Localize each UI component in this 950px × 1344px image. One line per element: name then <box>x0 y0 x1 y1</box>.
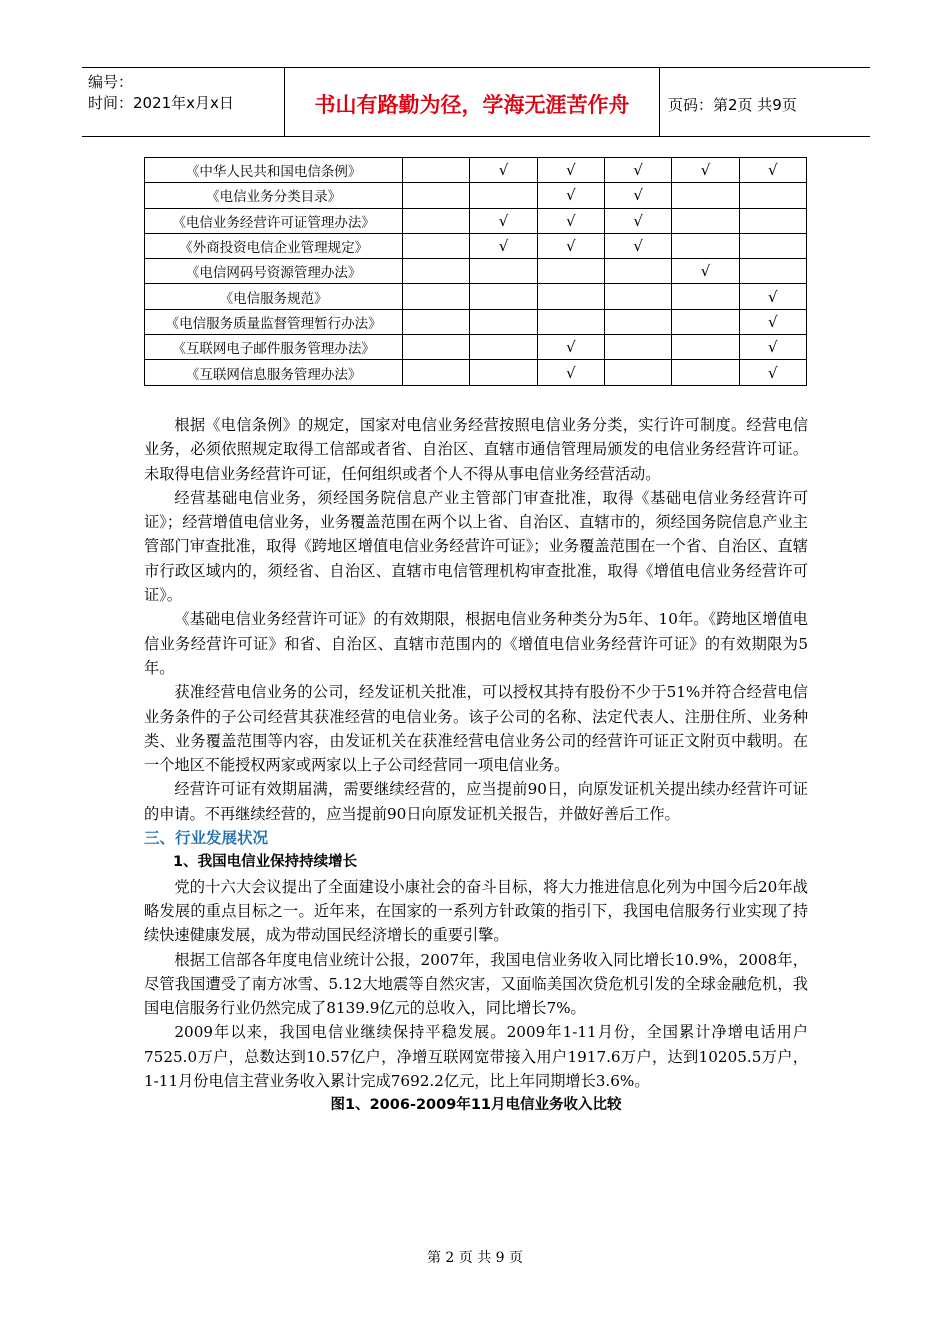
check-cell: √ <box>470 158 537 183</box>
page-label: 页码：第2页 共9页 <box>668 95 797 114</box>
check-cell <box>403 158 470 183</box>
check-cell: √ <box>537 360 604 385</box>
check-cell: √ <box>605 208 672 233</box>
regulation-name: 《互联网信息服务管理办法》 <box>145 360 403 385</box>
check-cell <box>403 284 470 309</box>
figure-caption: 图1、2006-2009年11月电信业务收入比较 <box>330 1097 622 1114</box>
check-cell <box>605 335 672 360</box>
check-cell <box>537 284 604 309</box>
motto: 书山有路勤为径，学海无涯苦作舟 <box>285 68 660 136</box>
check-cell <box>605 360 672 385</box>
check-cell: √ <box>537 183 604 208</box>
check-cell <box>672 233 739 258</box>
paragraph: 经营基础电信业务，须经国务院信息产业主管部门审查批准，取得《基础电信业务经营许可证》；经营增值电信业务，业务覆盖范围在两个以上省、自治区、直辖市的，须经国务院信息产业主管部门审查批准，取得《跨地区增值电信业务经营许可证》；业务覆盖范围在一个省、自治区、直辖市行政区域内的，须经省、自治区、直辖市电信管理机构审查批准，取得《增值电信业务经营许可证》。 <box>144 488 808 605</box>
check-cell <box>672 284 739 309</box>
regulation-name: 《互联网电子邮件服务管理办法》 <box>145 335 403 360</box>
check-cell: √ <box>537 208 604 233</box>
regulation-name: 《中华人民共和国电信条例》 <box>145 158 403 183</box>
time-label: 时间：2021年x月x日 <box>88 94 234 112</box>
table-row <box>145 335 807 360</box>
table-row <box>145 284 807 309</box>
paragraph: 2009年以来，我国电信业继续保持平稳发展。2009年1-11月份，全国累计净增电话用户7525.0万户，总数达到10.57亿户，净增互联网宽带接入用户1917.6万户，达到10205.5万户，1-11月份电信主营业务收入累计完成7692.2亿元，比上年同期增长3.6%。 <box>144 1023 808 1091</box>
paragraph: 经营许可证有效期届满，需要继续经营的，应当提前90日，向原发证机关提出续办经营许可证的申请。不再继续经营的，应当提前90日向原发证机关报告，并做好善后工作。 <box>144 780 808 823</box>
check-cell <box>470 183 537 208</box>
check-cell <box>537 259 604 284</box>
number-label: 编号： <box>88 73 134 91</box>
check-cell: √ <box>537 158 604 183</box>
check-cell: √ <box>605 183 672 208</box>
check-cell <box>672 183 739 208</box>
paragraph: 《基础电信业务经营许可证》的有效期限，根据电信业务种类分为5年、10年。《跨地区增值电信业务经营许可证》和省、自治区、直辖市范围内的《增值电信业务经营许可证》的有效期限为5年。 <box>144 610 808 677</box>
regulation-name: 《外商投资电信企业管理规定》 <box>145 233 403 258</box>
check-cell <box>672 309 739 334</box>
check-cell: √ <box>672 158 739 183</box>
paragraph: 获准经营电信业务的公司，经发证机关批准，可以授权其持有股份不少于51%并符合经营电信业务条件的子公司经营其获准经营的电信业务。该子公司的名称、法定代表人、注册住所、业务种类、业务覆盖范围等内容，由发证机关在获准经营电信业务公司的经营许可证正文附页中载明。在一个地区不能授权两家或两家以上子公司经营同一项电信业务。 <box>144 683 808 775</box>
check-cell <box>403 259 470 284</box>
check-cell: √ <box>605 233 672 258</box>
check-cell: √ <box>739 158 806 183</box>
check-cell <box>403 208 470 233</box>
check-cell: √ <box>739 335 806 360</box>
license-table <box>144 157 807 386</box>
check-cell <box>470 259 537 284</box>
paragraph: 根据工信部各年度电信业统计公报，2007年，我国电信业务收入同比增长10.9%，2008年，尽管我国遭受了南方冰雪、5.12大地震等自然灾害，又面临美国次贷危机引发的全球金融危机，我国电信服务行业仍然完成了8139.9亿元的总收入，同比增长7%。 <box>144 950 808 1018</box>
check-cell <box>403 335 470 360</box>
document-body <box>144 413 808 1118</box>
check-cell <box>739 233 806 258</box>
check-cell: √ <box>470 208 537 233</box>
table-row <box>145 233 807 258</box>
check-cell: √ <box>537 233 604 258</box>
regulation-name: 《电信业务分类目录》 <box>145 183 403 208</box>
table-row <box>145 259 807 284</box>
regulation-name: 《电信服务规范》 <box>145 284 403 309</box>
check-cell <box>672 208 739 233</box>
check-cell <box>470 335 537 360</box>
table-row <box>145 309 807 334</box>
regulation-name: 《电信服务质量监督管理暂行办法》 <box>145 309 403 334</box>
check-cell: √ <box>537 335 604 360</box>
check-cell <box>403 309 470 334</box>
check-cell: √ <box>739 284 806 309</box>
paragraph: 根据《电信条例》的规定，国家对电信业务经营按照电信业务分类，实行许可制度。经营电信业务，必须依照规定取得工信部或者省、自治区、直辖市通信管理局颁发的电信业务经营许可证。未取得电信业务经营许可证，任何组织或者个人不得从事电信业务经营活动。 <box>144 416 808 483</box>
check-cell <box>739 208 806 233</box>
check-cell: √ <box>470 233 537 258</box>
check-cell <box>403 183 470 208</box>
check-cell <box>672 360 739 385</box>
table-row <box>145 208 807 233</box>
check-cell: √ <box>672 259 739 284</box>
check-cell <box>470 360 537 385</box>
document-header <box>82 67 870 137</box>
table-row <box>145 183 807 208</box>
check-cell <box>605 309 672 334</box>
check-cell: √ <box>605 158 672 183</box>
check-cell: √ <box>739 309 806 334</box>
table-row <box>145 158 807 183</box>
check-cell <box>605 284 672 309</box>
check-cell <box>403 233 470 258</box>
check-cell <box>470 284 537 309</box>
check-cell <box>605 259 672 284</box>
check-cell <box>739 259 806 284</box>
paragraph: 党的十六大会议提出了全面建设小康社会的奋斗目标，将大力推进信息化列为中国今后20年战略发展的重点目标之一。近年来，在国家的一系列方针政策的指引下，我国电信服务行业实现了持续快速健康发展，成为带动国民经济增长的重要引擎。 <box>144 877 808 945</box>
header-left-cell <box>82 68 285 136</box>
check-cell <box>739 183 806 208</box>
check-cell <box>672 335 739 360</box>
check-cell <box>470 309 537 334</box>
table-row <box>145 360 807 385</box>
regulation-name: 《电信业务经营许可证管理办法》 <box>145 208 403 233</box>
check-cell <box>537 309 604 334</box>
check-cell: √ <box>739 360 806 385</box>
check-cell <box>403 360 470 385</box>
regulation-name: 《电信网码号资源管理办法》 <box>145 259 403 284</box>
page-footer: 第 2 页 共 9 页 <box>426 1250 524 1266</box>
subsection-heading: 1、我国电信业保持持续增长 <box>173 854 358 871</box>
section-heading: 三、行业发展状况 <box>144 829 269 848</box>
